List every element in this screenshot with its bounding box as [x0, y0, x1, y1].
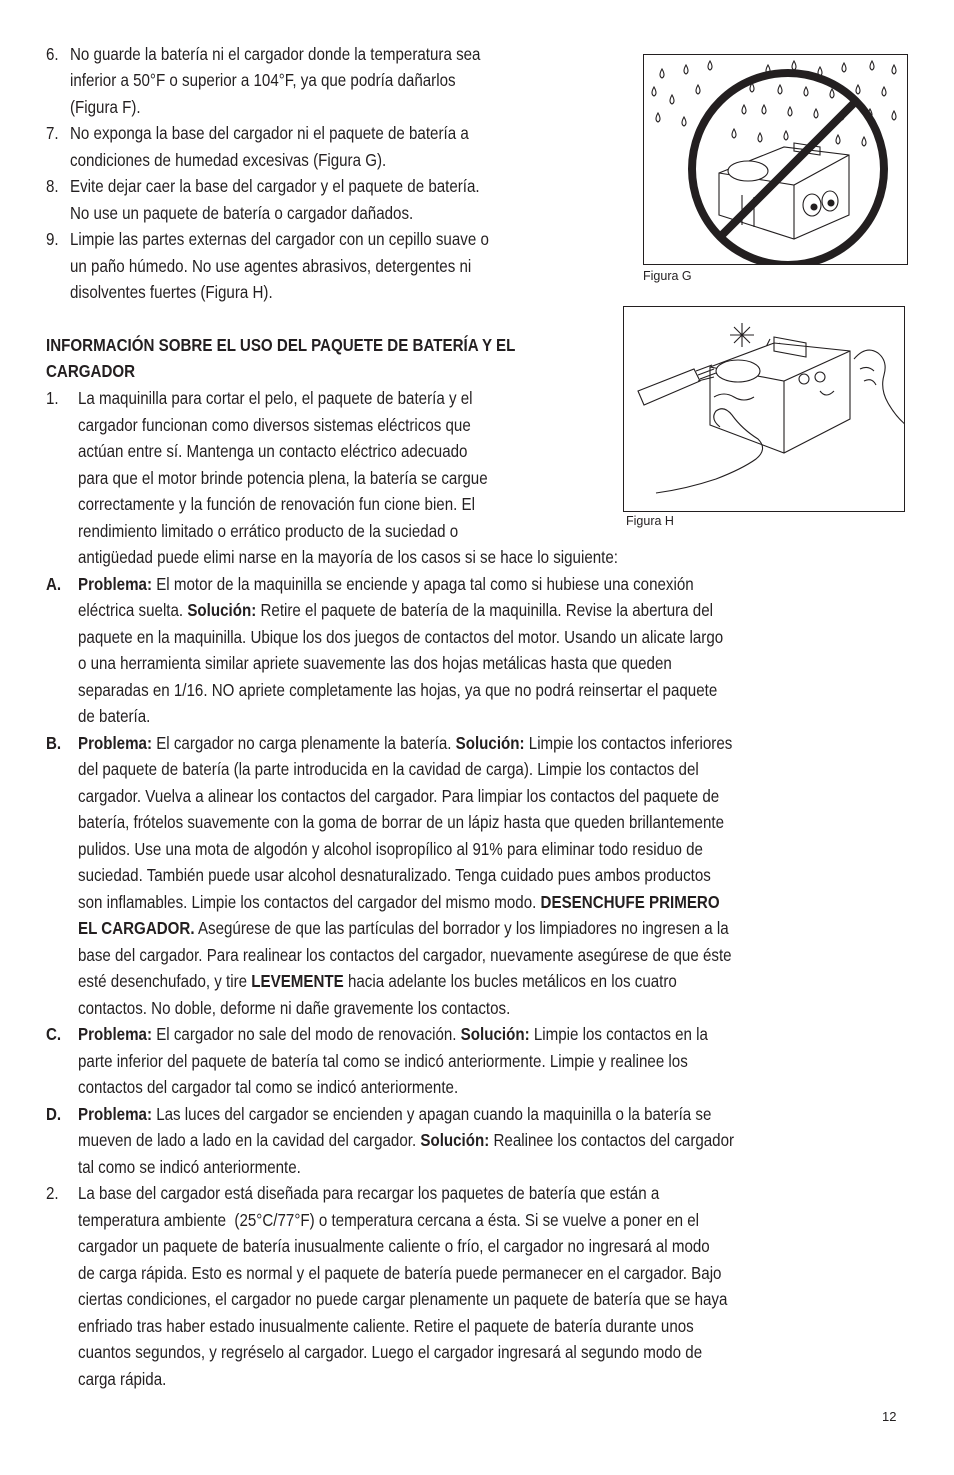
problem-letter: C.: [46, 1024, 62, 1044]
solution-text: base del cargador. Para realinear los contactos del cargador, nuevamente asegúrese de que éste: [78, 945, 732, 965]
figure-g-caption: Figura G: [643, 269, 692, 283]
problem-letter: A.: [46, 574, 62, 594]
problem-line: [78, 597, 713, 623]
problem-line: [78, 730, 732, 756]
solution-text: Retire el paquete de batería de la maquinilla. Revise la abertura del: [256, 600, 714, 620]
solution-line: [78, 968, 677, 994]
list-text: cargador funcionan como diversos sistemas eléctricos que: [78, 415, 471, 435]
solution-text: o una herramienta similar apriete suavemente las dos hojas metálicas hasta que queden: [78, 653, 672, 673]
charger-illustration: [719, 143, 849, 239]
solution-text: parte inferior del paquete de batería tal como se indicó anteriormente. Limpie y realinee los: [78, 1051, 688, 1071]
solution-line: [78, 889, 720, 915]
solution-label: Solución:: [420, 1130, 490, 1150]
solution-text: hacia adelante los bucles metálicos en los cuatro: [343, 971, 677, 991]
solution-text: Limpie los contactos en la: [529, 1024, 708, 1044]
problem-line: [78, 1021, 708, 1047]
list-number: 7.: [46, 123, 59, 143]
solution-text: batería, frótelos suavemente con la goma de borrar de un lápiz hasta que queden brillantemente: [78, 812, 724, 832]
solution-label: Solución:: [455, 733, 525, 753]
figure-g: [643, 54, 908, 265]
list-text: cuantos segundos, y regréselo al cargador. Luego el cargador ingresará al segundo modo de: [78, 1342, 703, 1362]
solution-text: contactos. No doble, deforme ni dañe gravemente los contactos.: [78, 998, 511, 1018]
solution-text: Realinee los contactos del cargador: [489, 1130, 735, 1150]
list-text: correctamente y la función de renovación fun cione bien. El: [78, 494, 475, 514]
list-text: inferior a 50°F o superior a 104°F, ya que podría dañarlos: [70, 70, 456, 90]
solution-text: contactos del cargador tal como se indicó anteriormente.: [78, 1077, 459, 1097]
problem-text: El cargador no carga plenamente la batería.: [152, 733, 456, 753]
solution-text: de batería.: [78, 706, 151, 726]
solution-text: tal como se indicó anteriormente.: [78, 1157, 301, 1177]
solution-label: Solución:: [187, 600, 257, 620]
section-heading-line: INFORMACIÓN SOBRE EL USO DEL PAQUETE DE BATERÍA Y EL: [46, 335, 516, 355]
list-number: 8.: [46, 176, 59, 196]
warning-text: EL CARGADOR.: [78, 918, 195, 938]
list-number: 2.: [46, 1183, 59, 1203]
emphasis-text: LEVEMENTE: [251, 971, 344, 991]
charger-illustration: [710, 337, 850, 453]
list-text: La maquinilla para cortar el pelo, el paquete de batería y el: [78, 388, 473, 408]
list-text: No exponga la base del cargador ni el paquete de batería a: [70, 123, 469, 143]
list-text: Evite dejar caer la base del cargador y el paquete de batería.: [70, 176, 480, 196]
solution-text: paquete en la maquinilla. Ubique los dos juegos de contactos del motor. Usando un alicate largo: [78, 627, 724, 647]
solution-text: del paquete de batería (la parte introducida en la cavidad de carga). Limpie los contactos del: [78, 759, 699, 779]
list-text: antigüedad puede elimi narse en la mayoría de los casos si se hace lo siguiente:: [78, 547, 618, 567]
problem-line: [78, 1127, 734, 1153]
solution-text: cargador. Vuelva a alinear los contactos del cargador. Para limpiar los contactos del paquete de: [78, 786, 720, 806]
problem-label: Problema:: [78, 733, 153, 753]
cleaning-charger-brush-icon: [624, 307, 904, 511]
solution-label: Solución:: [460, 1024, 530, 1044]
list-text: un paño húmedo. No use agentes abrasivos, detergentes ni: [70, 256, 472, 276]
list-text: para que el motor brinde potencia plena, la batería se cargue: [78, 468, 488, 488]
no-moisture-charger-icon: [644, 55, 907, 264]
solution-text: Limpie los contactos inferiores: [524, 733, 733, 753]
list-text: La base del cargador está diseñada para recargar los paquetes de batería que están a: [78, 1183, 660, 1203]
list-text: de carga rápida. Esto es normal y el paquete de batería puede permanecer en el cargador. Bajo: [78, 1263, 722, 1283]
problem-text: El cargador no sale del modo de renovación.: [152, 1024, 461, 1044]
problem-letter: B.: [46, 733, 62, 753]
section-heading-line: CARGADOR: [46, 361, 136, 381]
solution-text: Asegúrese de que las partículas del borrador y los limpiadores no ingresen a la: [194, 918, 729, 938]
solution-text: suciedad. También puede usar alcohol desnaturalizado. Tenga cuidado pues ambos productos: [78, 865, 711, 885]
solution-text: son inflamables. Limpie los contactos del cargador del mismo modo.: [78, 892, 541, 912]
solution-text: esté desenchufado, y tire: [78, 971, 252, 991]
list-number: 1.: [46, 388, 59, 408]
list-text: disolventes fuertes (Figura H).: [70, 282, 273, 302]
list-text: carga rápida.: [78, 1369, 167, 1389]
sparkle-icon: [730, 323, 754, 347]
list-text: actúan entre sí. Mantenga un contacto eléctrico adecuado: [78, 441, 468, 461]
page-number: 12: [882, 1409, 897, 1424]
problem-text: Las luces del cargador se encienden y apagan cuando la maquinilla o la batería se: [152, 1104, 712, 1124]
problem-text: eléctrica suelta.: [78, 600, 188, 620]
list-text: enfriado tras haber estado inusualmente caliente. Retire el paquete de batería durante unos: [78, 1316, 694, 1336]
list-text: No use un paquete de batería o cargador dañados.: [70, 203, 414, 223]
problem-label: Problema:: [78, 1024, 153, 1044]
list-text: condiciones de humedad excesivas (Figura G).: [70, 150, 387, 170]
problem-text: El motor de la maquinilla se enciende y apaga tal como si hubiese una conexión: [152, 574, 694, 594]
list-text: rendimiento limitado o errático producto de la suciedad o: [78, 521, 459, 541]
problem-line: [78, 571, 694, 597]
list-text: No guarde la batería ni el cargador donde la temperatura sea: [70, 44, 481, 64]
warning-text: DESENCHUFE PRIMERO: [540, 892, 720, 912]
figure-h: [623, 306, 905, 512]
solution-line: [78, 915, 729, 941]
problem-label: Problema:: [78, 574, 153, 594]
solution-text: separadas en 1/16. NO apriete completamente las hojas, ya que no podrá reinsertar el paquete: [78, 680, 718, 700]
list-text: cargador un paquete de batería inusualmente caliente o frío, el cargador no ingresará al modo: [78, 1236, 710, 1256]
problem-text: mueven de lado a lado en la cavidad del cargador.: [78, 1130, 421, 1150]
problem-line: [78, 1101, 711, 1127]
solution-text: pulidos. Use una mota de algodón y alcohol isopropílico al 91% para eliminar todo residuo de: [78, 839, 703, 859]
list-number: 9.: [46, 229, 59, 249]
figure-h-caption: Figura H: [626, 514, 674, 528]
list-text: ciertas condiciones, el cargador no puede cargar plenamente un paquete de batería que se haya: [78, 1289, 728, 1309]
list-text: temperatura ambiente (25°C/77°F) o temperatura cercana a ésta. Si se vuelve a poner en el: [78, 1210, 700, 1230]
list-text: Limpie las partes externas del cargador con un cepillo suave o: [70, 229, 489, 249]
list-number: 6.: [46, 44, 59, 64]
problem-label: Problema:: [78, 1104, 153, 1124]
brush-icon: [638, 365, 716, 405]
problem-letter: D.: [46, 1104, 62, 1124]
list-text: (Figura F).: [70, 97, 141, 117]
